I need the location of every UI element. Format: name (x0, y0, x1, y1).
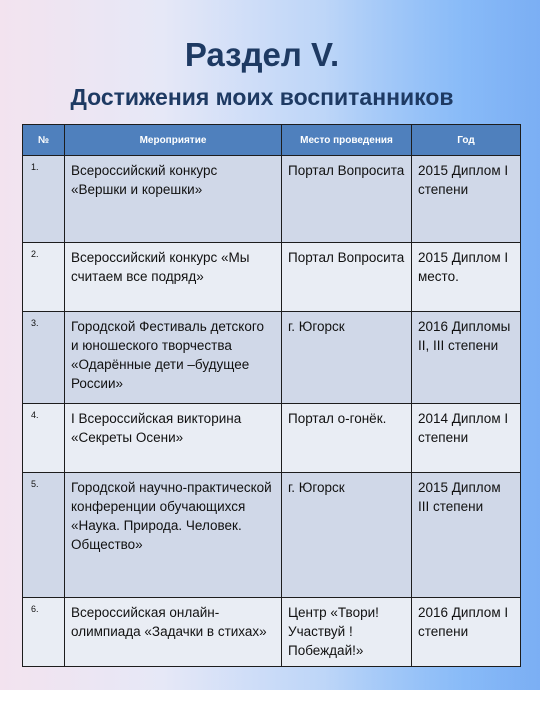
row-number: 2. (23, 243, 65, 312)
row-place: Портал Вопросита (282, 156, 412, 243)
row-place: г. Югорск (282, 312, 412, 404)
page-title: Раздел V. (184, 36, 340, 73)
row-event: Городской Фестиваль детского и юношеского творчества «Одарённые дети –будущее России» (65, 312, 282, 404)
row-event: Всероссийская онлайн-олимпиада «Задачки в стихах» (65, 598, 282, 667)
row-event: Городской научно-практической конференции обучающихся «Наука. Природа. Человек. Общество» (65, 473, 282, 598)
row-event: I Всероссийская викторина «Секреты Осени» (65, 404, 282, 473)
table-header-row (23, 125, 521, 156)
achievements-table (22, 124, 521, 667)
table-row (23, 312, 521, 404)
table-row (23, 598, 521, 667)
row-year: 2015 Диплом III степени (412, 473, 521, 598)
row-year: 2015 Диплом I степени (412, 156, 521, 243)
row-number: 5. (23, 473, 65, 598)
header-year: Год (412, 125, 521, 156)
row-year: 2015 Диплом I место. (412, 243, 521, 312)
page-subtitle: Достижения моих воспитанников (70, 84, 454, 110)
header-number: № (23, 125, 65, 156)
row-place: Центр «Твори!Участвуй !Побеждай!» (282, 598, 412, 667)
table-row (23, 473, 521, 598)
row-number: 1. (23, 156, 65, 243)
row-place: г. Югорск (282, 473, 412, 598)
table-row (23, 243, 521, 312)
header-event: Мероприятие (65, 125, 282, 156)
table-row (23, 404, 521, 473)
row-year: 2016 Диплом I степени (412, 598, 521, 667)
row-number: 3. (23, 312, 65, 404)
row-year: 2016 Дипломы II, III степени (412, 312, 521, 404)
row-event: Всероссийский конкурс «Мы считаем все подряд» (65, 243, 282, 312)
row-number: 4. (23, 404, 65, 473)
row-place: Портал о-гонёк. (282, 404, 412, 473)
row-number: 6. (23, 598, 65, 667)
row-event: Всероссийский конкурс «Вершки и корешки» (65, 156, 282, 243)
header-place: Место проведения (282, 125, 412, 156)
table-row (23, 156, 521, 243)
row-year: 2014 Диплом I степени (412, 404, 521, 473)
row-place: Портал Вопросита (282, 243, 412, 312)
